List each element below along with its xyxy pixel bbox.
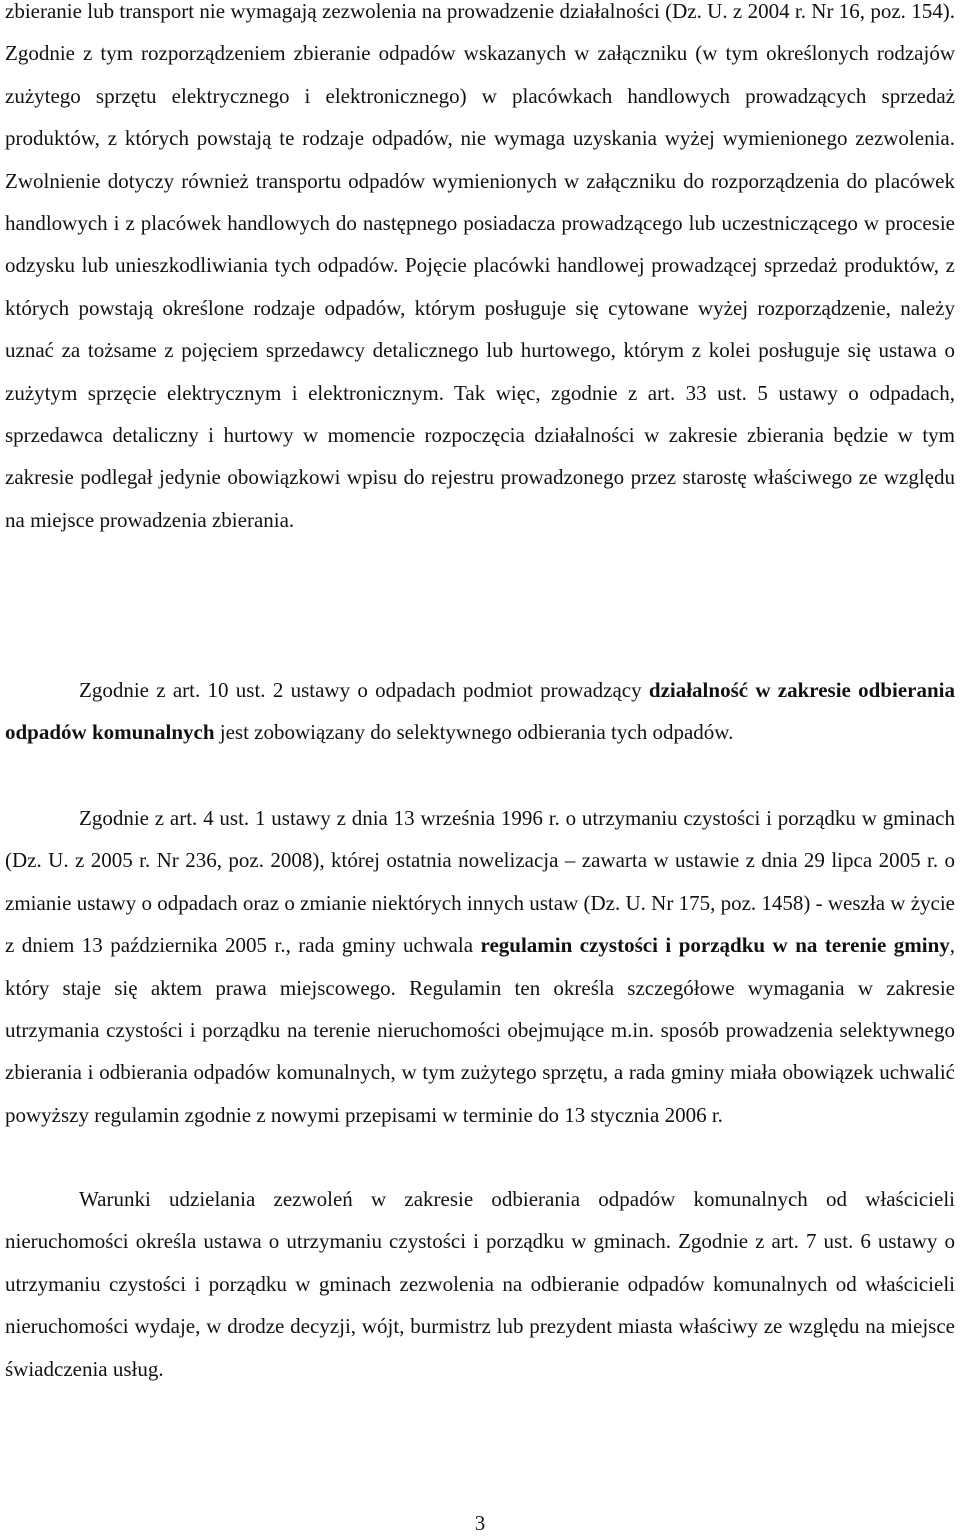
text-run: , który staje się aktem prawa miejscowego. Regulamin ten określa szczegółowe wymagania w zakresie utrzymania czystości i porządku na terenie nieruchomości obejmujące m.in. sposób prowadzenia selektywnego zbierania i odbierania odpadów komunalnych, w tym zużytego sprzętu, a rada gminy miała obowiązek uchwalić powyższy regulamin zgodnie z nowymi przepisami w terminie do 13 stycznia 2006 r. bbox=[5, 933, 956, 1127]
paragraph-cleanliness-regulations bbox=[5, 797, 955, 1136]
paragraph-municipal-waste-collection bbox=[5, 669, 955, 754]
text-run: jest zobowiązany do selektywnego odbierania tych odpadów. bbox=[214, 720, 734, 745]
bold-text: regulamin czystości i porządku w na terenie gminy bbox=[480, 933, 950, 958]
paragraph-waste-collection-exemption: zbieranie lub transport nie wymagają zezwolenia na prowadzenie działalności (Dz. U. z 2004 r. Nr 16, poz. 154). Zgodnie z tym rozporządzeniem zbieranie odpadów wskazanych w załączniku (w tym określonych rodzajów zużytego sprzętu elektrycznego i elektronicznego) w placówkach handlowych prowadzących sprzedaż produktów, z których powstają te rodzaje odpadów, nie wymaga uzyskania wyżej wymienionego zezwolenia. Zwolnienie dotyczy również transportu odpadów wymienionych w załączniku do rozporządzenia do placówek handlowych i z placówek handlowych do następnego posiadacza prowadzącego lub uczestniczącego w procesie odzysku lub unieszkodliwiania tych odpadów. Pojęcie placówki handlowej prowadzącej sprzedaż produktów, z których powstają określone rodzaje odpadów, którym posługuje się cytowane wyżej rozporządzenie, należy uznać za tożsame z pojęciem sprzedawcy detalicznego lub hurtowego, którym z kolei posługuje się ustawa o zużytym sprzęcie elektrycznym i elektronicznym. Tak więc, zgodnie z art. 33 ust. 5 ustawy o odpadach, sprzedawca detaliczny i hurtowy w momencie rozpoczęcia działalności w zakresie zbierania będzie w tym zakresie podlegał jedynie obowiązkowi wpisu do rejestru prowadzonego przez starostę właściwego ze względu na miejsce prowadzenia zbierania. bbox=[5, 0, 955, 532]
paragraph-permit-conditions: Warunki udzielania zezwoleń w zakresie odbierania odpadów komunalnych od właścicieli nieruchomości określa ustawa o utrzymaniu czystości i porządku w gminach. Zgodnie z art. 7 ust. 6 ustawy o utrzymaniu czystości i porządku w gminach zezwolenia na odbieranie odpadów komunalnych od właścicieli nieruchomości wydaje, w drodze decyzji, wójt, burmistrz lub prezydent miasta właściwy ze względu na miejsce świadczenia usług. bbox=[5, 1187, 955, 1381]
bold-text: działalność w zakresie odbierania odpadów komunalnych bbox=[5, 678, 955, 745]
page-number: 3 bbox=[474, 1511, 486, 1535]
text-run: Zgodnie z art. 10 ust. 2 ustawy o odpadach podmiot prowadzący bbox=[79, 678, 649, 702]
text-run: Zgodnie z art. 4 ust. 1 ustawy z dnia 13 września 1996 r. o utrzymaniu czystości i porządku w gminach (Dz. U. z 2005 r. Nr 236, poz. 2008), której ostatnia nowelizacja – zawarta w ustawie z dnia 29 lipca 2005 r. o zmianie ustawy o odpadach oraz o zmianie niektórych innych ustaw (Dz. U. Nr 175, poz. 1458) - weszła w życie z dniem 13 października 2005 r., rada gminy uchwala bbox=[5, 806, 955, 958]
